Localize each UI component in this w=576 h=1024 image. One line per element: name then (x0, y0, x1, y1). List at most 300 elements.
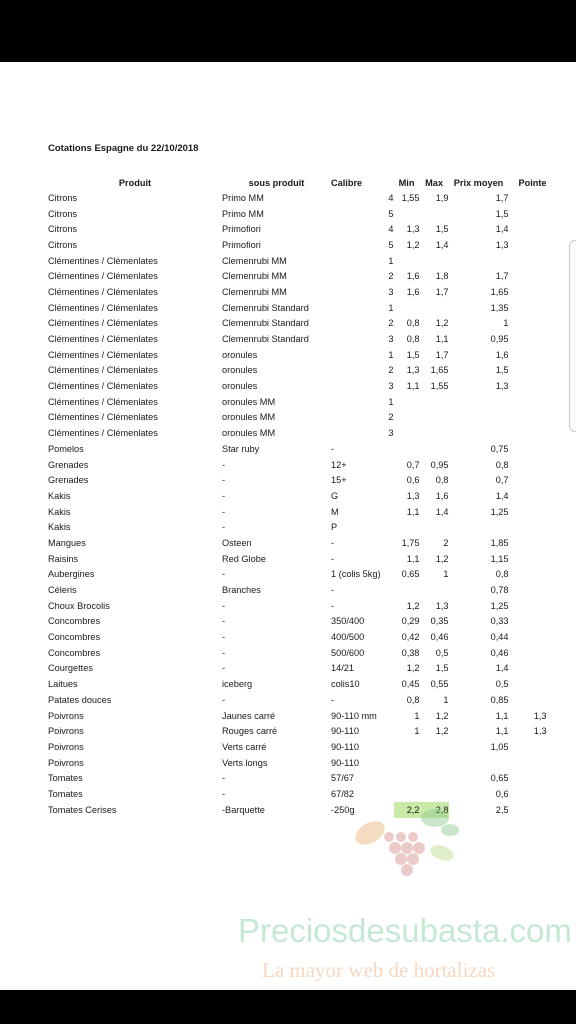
cell-prix-moyen: 0,75 (490, 443, 509, 454)
cell-calibre: M (331, 506, 339, 517)
cell-calibre-number: 2 (388, 318, 394, 329)
cell-prix-moyen: 1,1 (495, 726, 509, 737)
watermark-site: Preciosdesubasta.com (238, 912, 572, 949)
cell-calibre: - (331, 553, 335, 564)
cell-pointe: 1,3 (533, 726, 547, 737)
cell-pointe (509, 268, 547, 284)
cell-produit: Citrons (48, 224, 78, 235)
cell-calibre (331, 331, 381, 347)
cell-sous-produit: oronules (222, 365, 258, 376)
cell-calibre-number: 2 (388, 365, 394, 376)
table-row (48, 504, 547, 520)
cell-calibre-number (381, 598, 394, 614)
quotations-table (48, 175, 547, 818)
table-row (48, 519, 547, 535)
cell-pointe (509, 457, 547, 473)
cell-sous-produit: Clemenrubi Standard (222, 318, 309, 329)
cell-calibre-number: 3 (388, 428, 394, 439)
cell-sous-produit: - (222, 694, 226, 705)
table-row (48, 488, 547, 504)
cell-sous-produit: - (222, 632, 226, 643)
cell-calibre: - (331, 600, 335, 611)
cell-pointe (509, 331, 547, 347)
table-row (48, 253, 547, 269)
cell-calibre-number: 3 (388, 334, 394, 345)
cell-prix-moyen: 1,6 (495, 349, 509, 360)
cell-prix-moyen (449, 519, 509, 535)
cell-calibre: 1 (colis 5kg) (331, 569, 381, 580)
cell-produit: Aubergines (48, 569, 95, 580)
cell-produit: Clémentines / Clémenlates (48, 428, 158, 439)
cell-pointe: 1,3 (533, 710, 547, 721)
table-row (48, 190, 547, 206)
cell-pointe (509, 300, 547, 316)
cell-sous-produit: iceberg (222, 679, 253, 690)
cell-calibre (331, 316, 381, 332)
cell-max: 1 (443, 694, 449, 705)
cell-calibre: colis10 (331, 679, 360, 690)
cell-calibre (331, 253, 381, 269)
cell-prix-moyen: 1,5 (495, 208, 509, 219)
cell-min: 1,2 (406, 663, 420, 674)
table-header-row (48, 175, 547, 190)
table-row (48, 425, 547, 441)
table-row (48, 802, 547, 818)
cell-calibre-number: 1 (388, 255, 394, 266)
cell-prix-moyen (449, 394, 509, 410)
cell-sous-produit: oronules (222, 381, 258, 392)
cell-calibre-number (381, 739, 394, 755)
table-row (48, 739, 547, 755)
cell-max: 2,8 (420, 802, 449, 818)
cell-calibre: 12+ (331, 459, 347, 470)
cell-min: 0,8 (406, 318, 420, 329)
header-min: Min (398, 177, 415, 188)
table-row (48, 221, 547, 237)
cell-sous-produit: - (222, 475, 226, 486)
cell-calibre-number: 3 (388, 381, 394, 392)
cell-sous-produit: Primofiori (222, 224, 261, 235)
header-sous-produit: sous produit (248, 177, 305, 188)
cell-calibre: 67/82 (331, 788, 354, 799)
cell-pointe (509, 410, 547, 426)
cell-sous-produit: oronules (222, 349, 258, 360)
cell-max: 1,2 (435, 318, 449, 329)
cell-sous-produit: - (222, 773, 226, 784)
cell-calibre-number (381, 457, 394, 473)
table-row (48, 472, 547, 488)
cell-prix-moyen: 0,8 (495, 569, 509, 580)
cell-max: 1,5 (435, 224, 449, 235)
cell-prix-moyen: 1,15 (490, 553, 509, 564)
cell-sous-produit: Jaunes carré (222, 710, 276, 721)
table-row (48, 237, 547, 253)
cell-calibre: G (331, 490, 339, 501)
cell-prix-moyen: 1,5 (495, 365, 509, 376)
cell-prix-moyen: 0,8 (495, 459, 509, 470)
cell-calibre: - (331, 694, 335, 705)
cell-prix-moyen: 1,4 (495, 490, 509, 501)
cell-min (394, 755, 420, 771)
table-row (48, 629, 547, 645)
header-pointe: Pointe (518, 177, 547, 188)
cell-calibre-number (381, 535, 394, 551)
cell-sous-produit: Verts carré (222, 741, 267, 752)
cell-sous-produit: Branches (222, 585, 261, 596)
table-row (48, 331, 547, 347)
cell-produit: Poivrons (48, 726, 84, 737)
cell-sous-produit: oronules MM (222, 412, 276, 423)
cell-pointe (509, 284, 547, 300)
header-produit: Produit (118, 177, 152, 188)
table-row (48, 551, 547, 567)
cell-pointe (509, 755, 547, 771)
cell-min: 1,1 (406, 381, 420, 392)
cell-sous-produit: Clemenrubi MM (222, 271, 287, 282)
cell-max: 1,65 (430, 365, 449, 376)
cell-pointe (509, 567, 547, 583)
cell-calibre-number: 1 (388, 349, 394, 360)
cell-prix-moyen: 0,95 (490, 334, 509, 345)
cell-min: 1,6 (406, 271, 420, 282)
cell-calibre-number (381, 504, 394, 520)
table-row (48, 645, 547, 661)
cell-pointe (509, 739, 547, 755)
cell-max: 1,4 (435, 506, 449, 517)
cell-min: 1,2 (406, 600, 420, 611)
cell-sous-produit: - (222, 616, 226, 627)
cell-max (420, 253, 449, 269)
cell-calibre-number (381, 629, 394, 645)
cell-calibre-number: 5 (388, 239, 394, 250)
table-row (48, 316, 547, 332)
cell-calibre: - (331, 537, 335, 548)
cell-max: 0,55 (430, 679, 449, 690)
cell-prix-moyen: 0,7 (495, 475, 509, 486)
cell-prix-moyen: 1,85 (490, 537, 509, 548)
cell-sous-produit: Clemenrubi Standard (222, 302, 309, 313)
cell-sous-produit: Clemenrubi MM (222, 286, 287, 297)
cell-max (420, 206, 449, 222)
cell-calibre (331, 221, 381, 237)
cell-pointe (509, 692, 547, 708)
table-row (48, 268, 547, 284)
cell-prix-moyen: 1,65 (490, 286, 509, 297)
cell-calibre: 15+ (331, 475, 347, 486)
cell-min (394, 770, 420, 786)
cell-calibre-number (381, 755, 394, 771)
cell-produit: Mangues (48, 537, 86, 548)
cell-pointe (509, 504, 547, 520)
table-row (48, 755, 547, 771)
cell-sous-produit: Verts longs (222, 757, 268, 768)
cell-min: 2,2 (394, 802, 420, 818)
cell-sous-produit: Primo MM (222, 192, 264, 203)
cell-produit: Clémentines / Clémenlates (48, 381, 158, 392)
cell-calibre (331, 347, 381, 363)
cell-produit: Concombres (48, 616, 101, 627)
cell-min: 0,29 (401, 616, 420, 627)
cell-max: 1,9 (435, 192, 449, 203)
table-row (48, 614, 547, 630)
cell-min: 1,1 (406, 553, 420, 564)
cell-max (420, 441, 449, 457)
cell-max (420, 582, 449, 598)
cell-pointe (509, 378, 547, 394)
cell-sous-produit: oronules MM (222, 428, 276, 439)
cell-min (394, 410, 420, 426)
table-row (48, 394, 547, 410)
cell-produit: Clémentines / Clémenlates (48, 302, 158, 313)
table-row (48, 410, 547, 426)
cell-max (420, 519, 449, 535)
table-row (48, 582, 547, 598)
cell-pointe (509, 535, 547, 551)
cell-calibre (331, 394, 381, 410)
cell-max: 1,5 (435, 663, 449, 674)
cell-prix-moyen: 0,65 (490, 773, 509, 784)
cell-prix-moyen: 1 (503, 318, 509, 329)
cell-min: 1 (414, 710, 420, 721)
table-row (48, 661, 547, 677)
cell-produit: Concombres (48, 632, 101, 643)
cell-max (420, 394, 449, 410)
cell-min (394, 425, 420, 441)
cell-produit: Clémentines / Clémenlates (48, 412, 158, 423)
cell-max (420, 425, 449, 441)
cell-pointe (509, 676, 547, 692)
cell-pointe (509, 645, 547, 661)
cell-min: 1,3 (406, 490, 420, 501)
cell-pointe (509, 347, 547, 363)
cell-pointe (509, 770, 547, 786)
cell-calibre (331, 237, 381, 253)
cell-max (420, 410, 449, 426)
cell-produit: Poivrons (48, 741, 84, 752)
cell-min: 1,3 (406, 365, 420, 376)
cell-produit: Clémentines / Clémenlates (48, 365, 158, 376)
cell-calibre-number: 3 (388, 286, 394, 297)
cell-pointe (509, 363, 547, 379)
cell-calibre (331, 268, 381, 284)
cell-produit: Clémentines / Clémenlates (48, 255, 158, 266)
cell-sous-produit: Primo MM (222, 208, 264, 219)
cell-produit: Poivrons (48, 757, 84, 768)
cell-max (420, 770, 449, 786)
cell-calibre-number (381, 770, 394, 786)
cell-produit: Grenades (48, 475, 89, 486)
cell-max: 0,5 (435, 647, 449, 658)
table-row (48, 457, 547, 473)
cell-produit: Citrons (48, 192, 78, 203)
cell-calibre-number: 2 (388, 412, 394, 423)
table-row (48, 770, 547, 786)
cell-min: 0,38 (401, 647, 420, 658)
cell-produit: Citrons (48, 208, 78, 219)
header-max: Max (425, 177, 443, 188)
cell-sous-produit: Osteen (222, 537, 252, 548)
cell-min: 1 (414, 726, 420, 737)
cell-min: 0,65 (401, 569, 420, 580)
cell-min: 0,45 (401, 679, 420, 690)
cell-max (420, 755, 449, 771)
cell-min (394, 582, 420, 598)
cell-prix-moyen: 1,3 (495, 381, 509, 392)
cell-pointe (509, 425, 547, 441)
cell-prix-moyen (449, 755, 509, 771)
cell-produit: Clémentines / Clémenlates (48, 396, 158, 407)
cell-calibre (331, 206, 381, 222)
cell-pointe (509, 488, 547, 504)
cell-prix-moyen: 0,78 (490, 585, 509, 596)
cell-min: 0,42 (401, 632, 420, 643)
cell-calibre-number (381, 582, 394, 598)
cell-prix-moyen: 1,1 (495, 710, 509, 721)
cell-calibre-number (381, 645, 394, 661)
cell-max: 1,3 (435, 600, 449, 611)
cell-calibre-number: 5 (388, 208, 394, 219)
cell-prix-moyen: 0,6 (495, 788, 509, 799)
cell-sous-produit: - (222, 600, 226, 611)
cell-min (394, 441, 420, 457)
cell-sous-produit: Primofiori (222, 239, 261, 250)
cell-min: 0,8 (406, 334, 420, 345)
cell-prix-moyen: 0,44 (490, 632, 509, 643)
table-row (48, 363, 547, 379)
cell-produit: Concombres (48, 647, 101, 658)
table-row (48, 300, 547, 316)
cell-pointe (509, 472, 547, 488)
cell-min: 0,6 (406, 475, 420, 486)
cell-pointe (509, 786, 547, 802)
cell-calibre: 90-110 (331, 726, 359, 737)
cell-produit: Tomates Cerises (48, 804, 117, 815)
cell-calibre: 90-110 mm (331, 710, 377, 721)
cell-prix-moyen: 1,7 (495, 271, 509, 282)
cell-min (394, 300, 420, 316)
cell-pointe (509, 253, 547, 269)
cell-calibre (331, 300, 381, 316)
cell-produit: Raisins (48, 553, 79, 564)
cell-prix-moyen (449, 410, 509, 426)
cell-prix-moyen: 1,7 (495, 192, 509, 203)
table-row (48, 378, 547, 394)
cell-produit: Kakis (48, 506, 71, 517)
cell-max (420, 300, 449, 316)
cell-produit: Clémentines / Clémenlates (48, 334, 158, 345)
cell-sous-produit: Clemenrubi Standard (222, 334, 309, 345)
cell-calibre-number (381, 488, 394, 504)
cell-min: 1,5 (406, 349, 420, 360)
cell-calibre-number (381, 551, 394, 567)
cell-produit: Tomates (48, 773, 83, 784)
header-calibre: Calibre (331, 177, 363, 188)
cell-pointe (509, 221, 547, 237)
cell-prix-moyen: 2,5 (495, 804, 509, 815)
cell-max: 1,6 (435, 490, 449, 501)
cell-calibre: 500/600 (331, 647, 365, 658)
cell-calibre-number: 4 (388, 192, 394, 203)
table-row (48, 786, 547, 802)
cell-calibre: 90-110 (331, 757, 359, 768)
cell-max: 1,4 (435, 239, 449, 250)
table-row (48, 535, 547, 551)
cell-prix-moyen: 0,46 (490, 647, 509, 658)
cell-sous-produit: - (222, 506, 226, 517)
cell-produit: Pomelos (48, 443, 84, 454)
watermark-tagline: La mayor web de hortalizas (262, 958, 496, 982)
cell-min (394, 519, 420, 535)
cell-pointe (509, 551, 547, 567)
cell-pointe (509, 582, 547, 598)
cell-calibre (331, 284, 381, 300)
cell-pointe (509, 316, 547, 332)
cell-calibre-number (381, 519, 394, 535)
cell-produit: Patates douces (48, 694, 112, 705)
table-row (48, 567, 547, 583)
table-row (48, 708, 547, 724)
cell-produit: Clémentines / Clémenlates (48, 271, 158, 282)
cell-min: 0,8 (406, 694, 420, 705)
cell-calibre-number (381, 692, 394, 708)
cell-calibre-number (381, 614, 394, 630)
cell-min: 1,3 (406, 224, 420, 235)
cell-calibre (331, 425, 381, 441)
cell-calibre-number (381, 472, 394, 488)
cell-produit: Clémentines / Clémenlates (48, 349, 158, 360)
cell-calibre-number (381, 661, 394, 677)
cell-calibre-number (381, 723, 394, 739)
cell-min (394, 394, 420, 410)
cell-pointe (509, 441, 547, 457)
cell-calibre-number (381, 441, 394, 457)
top-black-bar (0, 0, 576, 62)
cell-calibre: - (331, 443, 335, 454)
cell-max: 1,2 (435, 726, 449, 737)
cell-produit: Poivrons (48, 710, 84, 721)
cell-produit: Courgettes (48, 663, 93, 674)
table-row (48, 692, 547, 708)
cell-min: 1,55 (401, 192, 420, 203)
table-row (48, 284, 547, 300)
cell-max (420, 739, 449, 755)
cell-calibre (331, 410, 381, 426)
cell-calibre-number: 1 (388, 302, 394, 313)
cell-prix-moyen: 0,85 (490, 694, 509, 705)
cell-prix-moyen: 1,25 (490, 506, 509, 517)
cell-calibre-number (381, 708, 394, 724)
cell-prix-moyen: 1,3 (495, 239, 509, 250)
cell-calibre: - (331, 585, 335, 596)
cell-calibre (331, 190, 381, 206)
cell-calibre-number (381, 676, 394, 692)
table-body (48, 190, 547, 818)
cell-calibre-number: 4 (388, 224, 394, 235)
cell-calibre-number (381, 567, 394, 583)
cell-prix-moyen: 1,05 (490, 741, 509, 752)
cell-prix-moyen (449, 253, 509, 269)
cell-sous-produit: - (222, 490, 226, 501)
cell-min: 1,2 (406, 239, 420, 250)
cell-produit: Choux Brocolis (48, 600, 110, 611)
table-row (48, 441, 547, 457)
scroll-handle[interactable] (569, 240, 576, 432)
cell-prix-moyen: 1,4 (495, 224, 509, 235)
cell-min: 1,6 (406, 286, 420, 297)
cell-pointe (509, 661, 547, 677)
table-row (48, 347, 547, 363)
cell-max: 0,46 (430, 632, 449, 643)
